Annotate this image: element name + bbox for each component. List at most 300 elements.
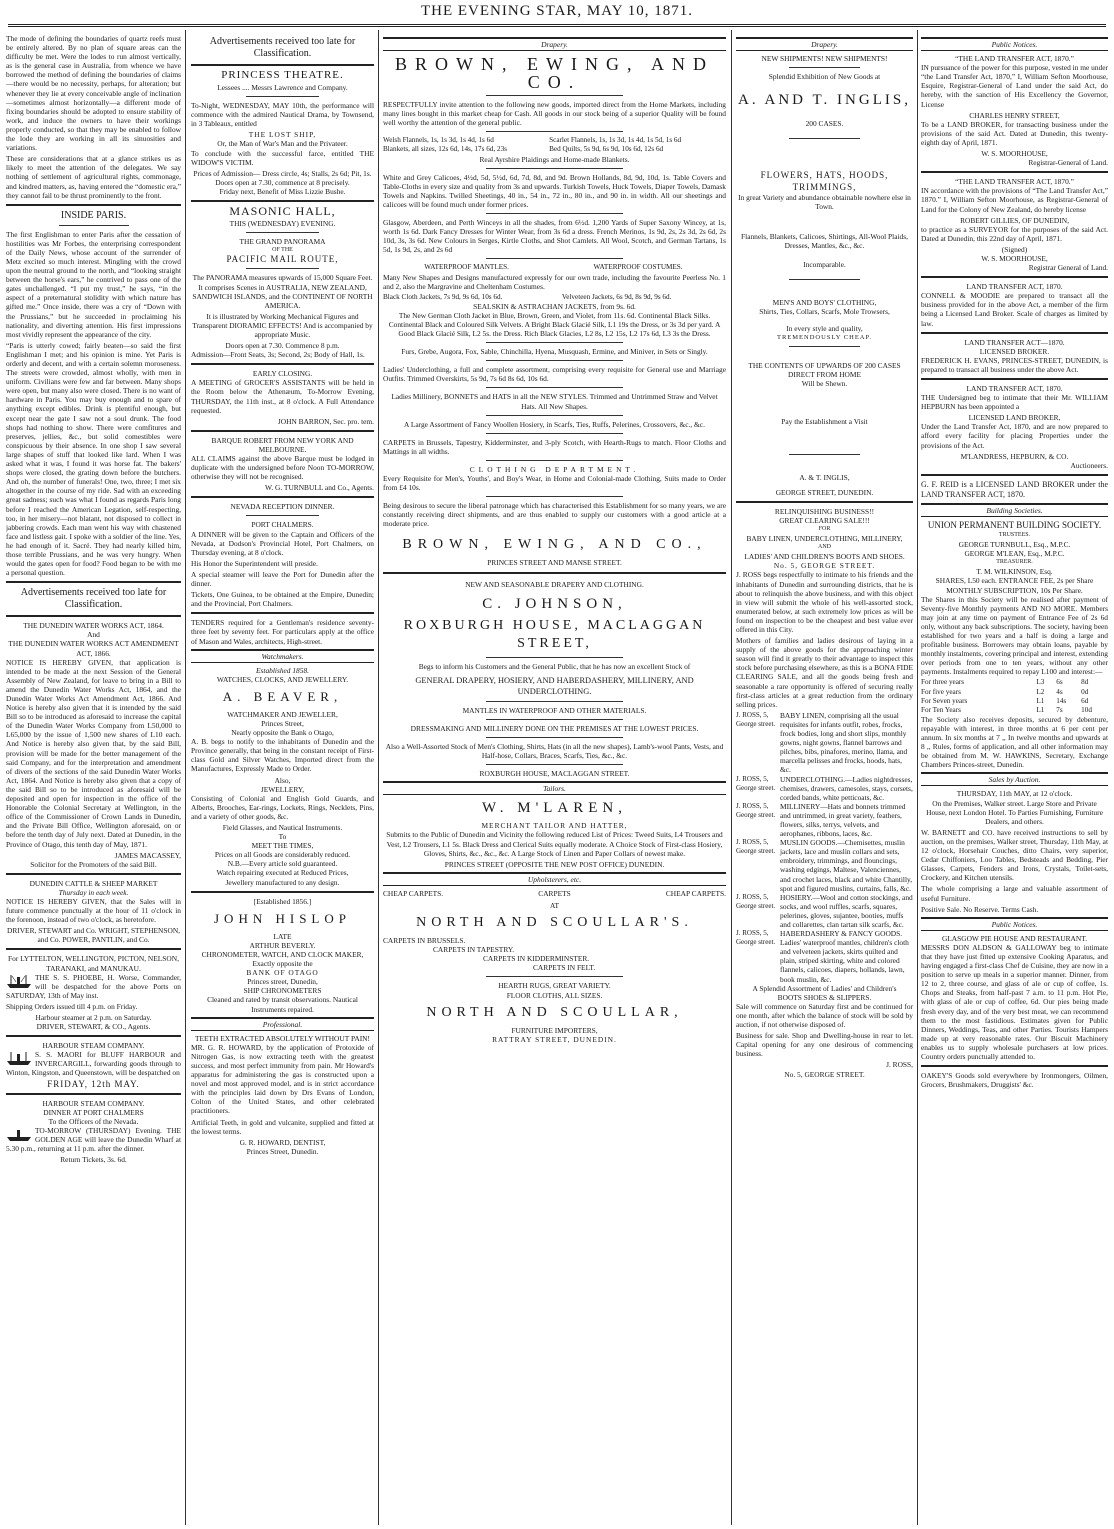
table-row xyxy=(921,678,1108,687)
divider xyxy=(921,276,1108,278)
ad-body: Admission—Front Seats, 3s; Second, 2s; Body of Hall, 1s. xyxy=(191,350,365,360)
ad-body: Lessees .... Messrs Lawrence and Company. xyxy=(217,83,348,92)
ad-body: NOTICE IS HEREBY GIVEN, that application is intended to be made at the next Session of the General Assembly of New Zealand, for leave to bring in a Bill to amend the Dunedin Water Works Act, 1864, and the Dunedin Water Works Act Amendment Act, 1866. And Notice is hereby also given that it is intended by the said Bill so to be introduced as aforesaid to increase the capital of the Dunedin Water Works Company from L50,000 to L65,000 by the issue of 1,500 new shares of L10 each. And Notice is hereby also given that, by the said Bill, provision will be made for the better management of the said Company, and for the interpretation and amendment of divers of the sections of the said Dunedin Water Works Act, 1864. And Notice is hereby also given that a copy of the said Bill so to be introduced as aforesaid will be deposited and open for inspection in the office of the Honorable the Colonial Secretary at Wellington, in the office of the Commissioner of Crown Lands in Dunedin, and the Private Bill Office, Wellington aforesaid, on or before the tenth day of July next. Dated at Dunedin, in the Province of Otago, this tenth day of May, 1871. xyxy=(6,657,181,849)
ad-subheading: [Established 1856.] xyxy=(253,896,312,906)
steamship-icon xyxy=(6,1050,32,1066)
ad-heading: NORTH AND SCOULLAR, xyxy=(426,1004,683,1020)
ad-body: IN accordance with the provisions of “The Land Transfer Act,” 1870.” I, William Sefton Moorhouse, as Registrar-General of Land for the Colony of New Zealand, do hereby license xyxy=(921,186,1108,214)
ad-body: TREMENDOUSLY CHEAP. xyxy=(776,334,873,342)
ad-body: Every Requisite for Men's, Youths', and Boy's Wear, in Home and Colonial-made Clothing, Suits made to Order from £4 10s. xyxy=(383,474,726,493)
ad-body: Begs to inform his Customers and the General Public, that he has now an excellent Stock of xyxy=(418,661,691,671)
ad-signature: DRIVER, STEWART and Co. WRIGHT, STEPHENSON, and Co. POWER, PANTLIN, and Co. xyxy=(6,926,181,945)
ad-heading: OF THE xyxy=(272,247,293,254)
column-1 xyxy=(6,34,181,1524)
section-header: Public Notices. xyxy=(921,37,1108,51)
ad-heading: SEALSKIN & ASTRACHAN JACKETS, from 9s. 6d. xyxy=(473,301,636,311)
ad-body: OAKEY'S Goods sold everywhere by Ironmongers, Oilmen, Grocers, Brushmakers, Druggists' &c. xyxy=(921,1071,1108,1090)
ad-side-label: J. ROSS, 5, George street. xyxy=(736,929,776,947)
ad-body: Positive Sale. No Reserve. Terms Cash. xyxy=(921,904,1039,914)
divider xyxy=(921,1065,1108,1067)
ad-body: CONNELL & MOODIE are prepared to transact all the business provided for in the above Act, a member of the firm being a Licensed Land Broker. Scale of charges as limited by law. xyxy=(921,291,1108,328)
ad-body: Shirts, Ties, Collars, Scarfs, Mole Trowsers, xyxy=(759,306,890,316)
ad-body: RESPECTFULLY invite attention to the following new goods, imported direct from the Home Markets, including many lines bought in this market cheap for Cash. All goods in our stock being of a superior Quality will be found well worthy the attention of the general public. xyxy=(383,100,726,128)
ad-heading: For LYTTELTON, WELLINGTON, PICTON, NELSON, TARANAKI, and MANUKAU. xyxy=(8,954,179,973)
divider xyxy=(921,332,1108,334)
ad-body: (Signed) xyxy=(1001,244,1028,254)
ad-signature: J. ROSS, xyxy=(886,1060,913,1070)
divider xyxy=(486,976,623,977)
list-item xyxy=(736,893,913,929)
ad-heading: BANK OF OTAGO xyxy=(246,968,319,978)
ad-subheading: WATCHMAKER AND JEWELLER, xyxy=(227,709,338,719)
ad-body: The whole comprising a large and valuable assortment of useful Furniture. xyxy=(921,884,1108,903)
ad-heading: PORT CHALMERS. xyxy=(251,520,314,530)
ad-body: HOSIERY.—Wool and cotton stockings, and socks, and wool ruffles, scarfs, squares, pelerines, gloves, sujantee, booties, muffs and collarettes, clan tartan silk scarfs, &c. xyxy=(780,892,913,929)
ad-body: NOTICE IS HEREBY GIVEN, that the Sales will in future commence punctually at the hour of 11 o'clock in the forenoon, instead of two o'clock, as heretofore. xyxy=(6,896,181,925)
ad-address: GEORGE STREET, DUNEDIN. xyxy=(775,487,874,497)
divider xyxy=(486,213,623,214)
divider xyxy=(246,268,319,269)
divider xyxy=(486,258,623,259)
ad-body: Shipping Orders issued till 4 p.m. on Friday. xyxy=(6,1001,138,1011)
price-list xyxy=(383,263,726,272)
ad-body: HABERDASHERY & FANCY GOODS. Ladies' waterproof mantles, children's cloth and velveteen jackets, skirts quilted and plain, striped skirting, white and colored flannels, calicoes, diapers, hollands, lawn, book muslin, &c. xyxy=(780,929,909,984)
ad-heading: “THE LAND TRANSFER ACT, 1870.” xyxy=(955,54,1074,64)
divider xyxy=(486,764,623,765)
ad-signature: JOHN BARRON, Sec. pro. tem. xyxy=(277,416,374,426)
table-cell: For three years xyxy=(921,678,965,687)
ad-heading: EARLY CLOSING. xyxy=(252,369,313,379)
ad-body: MUSLIN GOODS.—Chemisettes, muslin jackets, lace and muslin collars and sets, embroidery, trimmings, and flouncings, washing edgings, Maltese, Valenciennes, and crochet laces, black and white Chantilly, spot and figured muslins, curtains, falls, &c. xyxy=(780,838,913,893)
section-header: Professional. xyxy=(191,1017,374,1031)
ad-side-label: J. ROSS, 5, George street. xyxy=(736,801,776,819)
ad-body: THE S. S. PHOEBE, H. Worse, Commander, will be despatched for the above Ports on SATURDAY, 13th of May inst. xyxy=(6,972,181,1000)
divider xyxy=(486,737,623,738)
divider xyxy=(246,96,319,97)
ad-body: S. S. MAORI for BLUFF HARBOUR and INVERCARGILL, forwarding goods through to Winton, Kingston, and Queenstown, will be despatched on xyxy=(6,1050,181,1078)
ad-body: To xyxy=(278,832,287,842)
section-header: Upholsterers, etc. xyxy=(383,872,726,886)
ad-signature: G. R. HOWARD, DENTIST, xyxy=(239,1137,326,1147)
ad-body: Flannels, Blankets, Calicoes, Shirtings, All-Wool Plaids, Dresses, Mantles, &c., &c. xyxy=(741,231,908,250)
ad-body: A MEETING of GROCER'S ASSISTANTS will be held in the Room below the Athenæum, To-Morrow Evening, THURSDAY, the 11th inst., at 8 o'clock. A Full Attendance requested. xyxy=(191,378,374,415)
ad-body: Under the Land Transfer Act, 1870, and are now prepared to afford every facility for placing Properties under the provisions of the Act. xyxy=(921,422,1108,450)
divider xyxy=(486,701,623,702)
divider xyxy=(486,415,623,416)
table-row xyxy=(921,697,1108,706)
ad-heading: 200 CASES. xyxy=(805,119,844,129)
ad-body: TENDERS required for a Gentleman's residence seventy-three feet by seventy feet. For particulars apply at the office of Mason and Wales, architects, High-street. xyxy=(191,618,374,646)
table-cell: 10d xyxy=(1081,705,1092,714)
table-cell: 6s xyxy=(1056,678,1063,687)
ad-heading: BARQUE ROBERT FROM NEW YORK AND MELBOURNE. xyxy=(211,435,354,454)
table-cell: 14s xyxy=(1056,696,1067,705)
ad-body: UNDERCLOTHING.—Ladies nightdresses, chemises, drawers, camesoles, stays, corsets, corded bands, white petticoats, &c. xyxy=(780,774,913,802)
ad-body: LATE xyxy=(273,931,292,941)
ad-body: N.B.—Every article sold guaranteed. xyxy=(227,859,338,869)
ad-body: Being desirous to secure the liberal patronage which has characterised this Establishment for so many years, we are constantly receiving direct shipments, and are thus enabled to supply our customers with a good article at a moderate price. xyxy=(383,501,726,529)
column-divider xyxy=(185,30,186,1525)
ad-body: White and Grey Calicoes, 4½d, 5d, 5½d, 6d, 7d, 8d, and 9d. Brown Hollands, 8d, 9d, 10d, 1s. Table Covers and Table-Cloths in every size and quality from 3s and upwards. Turkish Towels, Huck Towels, Diaper Towels, Damask Towels and Napkins. Twilled Sheetings, 40 in., 54 in., 72 in., 80 in., and 90 in. in width. All our sheetings and calicoes will be found much under former prices. xyxy=(383,172,726,209)
table-row xyxy=(921,706,1108,715)
ad-body: Submits to the Public of Dunedin and Vicinity the following reduced List of Prices: Tweed Suits, L4 Trousers and Vest, L2 Trousers, L1 5s. Black Dress and Clerical Suits equally moderate. A Choice Stock of First-class Hosiery, Gloves, Shirts, &c., &c., &c. A Large Stock of Linen and Paper Collars of newest make. xyxy=(386,830,723,858)
ad-body: A DINNER will be given to the Captain and Officers of the Nevada, at Dodson's Provincial Hotel, Port Chalmers, on Thursday evening, at 8 o'clock. xyxy=(191,529,374,557)
divider xyxy=(736,501,913,503)
ad-body: THE Undersigned beg to intimate that their Mr. WILLIAM HEPBURN has been appointed a xyxy=(921,393,1108,412)
divider xyxy=(6,1093,181,1095)
ad-heading: SHIP CHRONOMETERS xyxy=(243,986,322,996)
ad-body: MONTHLY SUBSCRIPTION, 10s Per Share. xyxy=(946,585,1083,595)
ad-body: SHARES, L50 each. ENTRANCE FEE, 2s per Share xyxy=(935,576,1094,586)
divider xyxy=(486,131,623,132)
divider xyxy=(191,64,374,66)
ad-heading: LICENSED LAND BROKER, xyxy=(968,413,1061,423)
ad-body: FLOOR CLOTHS, ALL SIZES. xyxy=(506,990,603,1000)
price-item: Bed Quilts, 5s 9d, 6s 9d, 10s 6d, 12s 6d xyxy=(549,145,664,154)
ad-subheading: FURNITURE IMPORTERS, xyxy=(511,1025,598,1035)
divider xyxy=(921,171,1108,173)
ad-body: His Honor the Superintendent will preside. xyxy=(191,558,318,568)
ad-body: A Splendid Assortment of Ladies' and Children's xyxy=(752,983,897,993)
ad-body: Artificial Teeth, in gold and vulcanite, supplied and fitted at the lowest terms. xyxy=(191,1117,374,1136)
divider xyxy=(6,581,181,583)
ad-address: ROXBURGH HOUSE, MACLAGGAN STREET. xyxy=(479,769,630,779)
ad-signature: Princes Street, Dunedin. xyxy=(246,1146,319,1156)
divider xyxy=(246,515,319,516)
ad-body: Sale will commence on Saturday first and be continued for one month, after which the balance of stock will be sold by auction, if not otherwise disposed of. xyxy=(736,1001,913,1030)
list-item xyxy=(736,775,913,802)
ad-heading: NEW AND SEASONABLE DRAPERY AND CLOTHING. xyxy=(465,579,644,589)
ad-heading: FLOWERS, HATS, HOODS, TRIMMINGS, xyxy=(760,170,889,193)
divider xyxy=(191,363,374,365)
ad-body: Princes street, Dunedin, xyxy=(247,977,318,987)
ad-heading: JOHN HISLOP xyxy=(214,910,351,926)
ad-heading: A. AND T. INGLIS, xyxy=(738,92,911,109)
column-divider xyxy=(917,30,918,1525)
divider xyxy=(191,430,374,432)
divider xyxy=(383,572,726,574)
table-cell: For Seven years xyxy=(921,696,968,705)
ad-heading: NEVADA RECEPTION DINNER. xyxy=(230,502,335,512)
table-cell: 8d xyxy=(1081,678,1089,687)
ad-body: Prices of Admission— Dress circle, 4s; Stalls, 2s 6d; Pit, 1s. xyxy=(193,168,372,178)
divider xyxy=(486,360,623,361)
table-cell: For five years xyxy=(921,687,961,696)
table-cell: For Ten Years xyxy=(921,705,961,714)
ad-address: PRINCES STREET (OPPOSITE THE NEW POST OFFICE) DUNEDIN. xyxy=(444,859,665,869)
divider xyxy=(6,873,181,875)
ad-body: G. F. REID is a LICENSED LAND BROKER under the LAND TRANSFER ACT, 1870. xyxy=(921,479,1108,499)
column-5 xyxy=(921,34,1108,1524)
article-paragraph: The first Englishman to enter Paris after the cessation of hostilities was Mr Forbes, the enterprising correspondent of the Daily News, whose account of the surrender of Metz excited so much interest. Mingling with the crowd upon the neutral ground to the north, and “looking straight between the horse's ears,” he contrived to pass one of the gates unchallenged. “I put my trust,” he says, “in the aspect of a preternatural stolidity with which nature has gifted me.” Once inside, there was a cry of “Down with the Prussians,” but he succeeded in proclaiming his nationality, and diverting attention. His first impressions most vividly represent the appearance of the city. xyxy=(6,229,181,339)
ad-heading: AND xyxy=(818,544,831,551)
ad-body: Tickets, One Guinea, to be obtained at the Empire, Dunedin; and the Provincial, Port Chalmers. xyxy=(191,590,374,609)
ad-body: The PANORAMA measures upwards of 15,000 Square Feet. It comprises Scenes in AUSTRALIA, NEW ZEALAND, SANDWICH ISLANDS, and the CONTINENT OF NORTH AMERICA. xyxy=(192,273,373,310)
ad-heading: HARBOUR STEAM COMPANY. xyxy=(42,1098,145,1108)
ad-body: Princes Street, xyxy=(261,718,304,728)
ad-body: Furs, Grebe, Augora, Fox, Sable, Chinchilla, Hyena, Musquash, Ermine, and Miniver, in Sets or Singly. xyxy=(401,347,708,357)
divider xyxy=(486,95,623,96)
ad-heading: HARBOUR STEAM COMPANY. xyxy=(42,1041,145,1051)
ad-heading: ROXBURGH HOUSE, MACLAGGAN STREET, xyxy=(403,617,706,651)
ad-body: The New German Cloth Jacket in Blue, Brown, Green, and Violet, from 11s. 6d. Continental Black Silks. Continental Black and Coloured Silk Velvets. A Bright Black Glacié Silk, L1 19s the Dress, or 3s 3d per yard. A Good Black Glacié Silk, L2 5s. the Dress. Rich Black Glacies, L2 8s, L2 15s, L2 17s 6d, L3 3s the Dress. xyxy=(388,310,721,339)
ad-heading: “THE LAND TRANSFER ACT, 1870.” xyxy=(955,177,1074,187)
divider xyxy=(486,168,623,169)
ad-body: CARPETS in Brussels, Tapestry, Kidderminster, and 3-ply Scotch, with Hearth-Rugs to match. Floor Cloths and Mattings in all widths. xyxy=(383,437,726,456)
ad-body: BABY LINEN, comprising all the usual requisites for infants outfit, robes, frocks, frock bodies, long and short slips, monthly gowns, night gowns, flannel barrows and pilches, bibs, pinafores, merino, llama, and marcella pelisses and frocks, hoods, hats, &c. xyxy=(780,710,908,775)
ad-subheading: LICENSED BROKER. xyxy=(979,346,1050,356)
ad-signature: Registrar-General of Land. xyxy=(1028,158,1108,168)
ad-signature: Auctioneers. xyxy=(1070,460,1108,470)
ad-body: J. ROSS begs respectfully to intimate to his friends and the inhabitants of Dunedin and surrounding districts, that he is about to relinquish the above business, and with this object in view will submit the whole of his well-assorted stock, enumerated below, at such extremely low prices as will be found on inspection to be the cheapest and best value ever offered in this City. xyxy=(736,570,913,634)
ad-heading: ROBERT GILLIES, OF DUNEDIN, xyxy=(960,215,1069,225)
list-item xyxy=(736,711,913,775)
ad-heading: A. BEAVER, xyxy=(222,688,343,704)
ad-body: To-Night, WEDNESDAY, MAY 10th, the performance will commence with the admired Nautical Drama, by Townsend, in 3 Tableaux, entitled xyxy=(191,101,374,129)
ad-heading: LAND TRANSFER ACT—1870. xyxy=(964,337,1065,347)
ad-heading: THE DUNEDIN WATER WORKS ACT, 1864. xyxy=(23,621,164,631)
ad-heading: WATERPROOF COSTUMES. xyxy=(593,263,683,272)
ad-body: Jewellery manufactured to any design. xyxy=(225,877,340,887)
ad-body: Cleaned and rated by transit observations. Nautical Instruments repaired. xyxy=(207,995,358,1014)
ad-subheading: TRUSTEES. xyxy=(998,531,1031,538)
ad-heading: TEETH EXTRACTED ABSOLUTELY WITHOUT PAIN! xyxy=(195,1033,370,1043)
ad-subheading: Thursday in each week. xyxy=(58,887,129,897)
ad-heading: PRINCESS THEATRE. xyxy=(221,69,344,81)
ad-heading: UNION PERMANENT BUILDING SOCIETY. xyxy=(927,519,1102,530)
section-header: Drapery. xyxy=(383,37,726,51)
ad-signature: M'LANDRESS, HEPBURN, & CO. xyxy=(960,451,1069,461)
steamship-icon xyxy=(6,1126,32,1142)
ad-body: Ladies' Underclothing, a full and complete assortment, comprising every requisite for General use and Marriage Outfits. Trimmed Overskirts, 5s 9d, 7s 6d 8s 6d, 10s 6d. xyxy=(383,365,726,384)
ad-date: FRIDAY, 12th MAY. xyxy=(47,1078,140,1089)
article-title: INSIDE PARIS. xyxy=(60,209,127,221)
ad-signature: DRIVER, STEWART, & CO., Agents. xyxy=(36,1022,151,1032)
ad-body: W. BARNETT and CO. have received instructions to sell by auction, on the premises, Walker street, Thursday, 11th May, at 12 o'clock, Horsehair Couches, ditto Chairs, very superior, Cedar Chiffoniers, Loo Tables, Bedsteads and Bedding, Pier Glasses, Carpets, Fenders and Irons, Crystals, Toilet-sets, Crockery, and Kitchen utensils. xyxy=(921,827,1108,883)
ad-body: Splendid Exhibition of New Goods at xyxy=(768,72,881,82)
ad-body: Mothers of families and ladies desirous of laying in a supply of the above goods for the approaching winter season will find it greatly to their advantage to inspect this stock before purchasing elsewhere, as this is a BONA FIDE CLEARING SALE, and all the goods being fresh and seasonable a rare opportunity is offered of securing really first-class articles at a great reduction from the ordinary selling prices. xyxy=(736,636,913,709)
ad-heading: DINNER AT PORT CHALMERS xyxy=(43,1107,144,1117)
ad-body: Doors open at 7.30. Commence 8 p.m. xyxy=(225,341,340,351)
ad-heading: MANTLES IN WATERPROOF AND OTHER MATERIALS. xyxy=(462,705,647,715)
section-header: Sales by Auction. xyxy=(921,772,1108,786)
table-cell: L1 xyxy=(1036,696,1045,705)
ad-body: FREDERICK H. EVANS, PRINCES-STREET, DUNEDIN, is prepared to transact all business under the above Act. xyxy=(921,355,1108,374)
divider xyxy=(921,474,1108,476)
divider xyxy=(6,948,181,950)
ad-heading: LADIES' AND CHILDREN'S BOOTS AND SHOES. xyxy=(744,552,905,562)
ad-body: It is illustrated by Working Mechanical Figures and Transparent DIORAMIC EFFECTS! And is accompanied by appropriate Music. xyxy=(192,311,373,339)
ad-body: The Society also receives deposits, secured by debenture, repayable with interest, in three months at 6 per cent per annum. In six months at 7 ,, In twelve months and upwards at 8 ,, Rules, forms of application, and all other information may be obtained from M. W. HAWKINS, Secretary, Exchange Chambers Princes-street, Dunedin. xyxy=(921,714,1108,770)
divider xyxy=(191,891,374,893)
section-header: Public Notices. xyxy=(921,917,1108,931)
ad-heading: FOR xyxy=(818,525,831,532)
ad-side-label: J. ROSS, 5, George street. xyxy=(736,838,776,856)
article-paragraph: These are considerations that at a glance strikes us as likely to meet the attention of the delegates. We say nothing of settlement of agricultural rights, commonage, and kindred matters, as, having entered the “domestic era,” they cannot fail to be thrust prominently to the front. xyxy=(6,154,181,200)
ad-subheading: On the Premises, Walker street. Large Store and Private House, next London Hotel. To Parties Furnishing, Furniture Dealers, and others. xyxy=(926,798,1103,826)
table-row xyxy=(921,688,1108,697)
ad-subheading: THIS (WEDNESDAY) EVENING. xyxy=(229,219,336,229)
list-item xyxy=(736,802,913,838)
ad-heading: CHARLES HENRY STREET, xyxy=(969,110,1060,120)
price-item: Velveteen Jackets, 6s 9d, 8s 9d, 9s 6d. xyxy=(561,292,672,301)
table-cell: L1 xyxy=(1036,705,1045,714)
divider xyxy=(486,719,623,720)
ad-body: Incomparable. xyxy=(803,259,846,269)
price-item: Scarlet Flannels, 1s, 1s 3d, 1s 4d, 1s 5d, 1s 6d xyxy=(549,136,682,145)
price-item: Welsh Flannels, 1s, 1s 3d, 1s 4d, 1s 6d xyxy=(383,136,494,145)
ad-heading: JEWELLERY, xyxy=(260,784,305,794)
section-header: Tailors. xyxy=(383,781,726,795)
ad-heading: MASONIC HALL, xyxy=(229,204,336,219)
column-3 xyxy=(383,34,726,1524)
ad-address: PRINCES STREET AND MANSE STREET. xyxy=(487,558,622,568)
ad-side-label: J. ROSS, 5, George street. xyxy=(736,710,776,728)
ad-heading: DUNEDIN CATTLE & SHEEP MARKET xyxy=(29,878,158,888)
ad-body: The Shares in this Society will be realised after payment of Seventy-five Monthly payments AND NO MORE. Members may join at any time on payment of Entrance Fee of 2s 6d only, without any back subscriptions. The society, having been established for two years and a half is doing a large and profitable business. Borrowers may obtain loans, payable by monthly instalments, covering principal and interest, extending over periods from one to ten years, without any other payments. Instalments required to repay L100 and interest:— xyxy=(921,594,1108,677)
ad-subheading: To the Officers of the Nevada. xyxy=(48,1116,139,1126)
ad-body: Or, the Man of War's Man and the Privateer. xyxy=(217,139,348,149)
ad-body: Return Tickets, 3s. 6d. xyxy=(60,1155,127,1165)
ad-heading: CARPETS IN BRUSSELS. xyxy=(383,936,466,946)
ad-body: Business for sale. Shop and Dwelling-house in rear to let. Capital opening for any one desirous of commencing business. xyxy=(736,1031,913,1059)
ad-subheading: MERCHANT TAILOR AND HATTER, xyxy=(481,821,628,831)
divider xyxy=(789,67,860,68)
ad-signature: Registrar General of Land. xyxy=(1028,263,1108,273)
ad-address: No. 5, GEORGE STREET. xyxy=(773,561,876,571)
ad-heading: BOOTS SHOES & SLIPPERS. xyxy=(777,992,872,1002)
ad-body: Consisting of Colonial and English Gold Guards, and Alberts, Brooches, Ear-rings, Lockets, Rings, Necklets, Pins, and a variety of other goods, &c. xyxy=(191,793,374,821)
ad-heading: THE GRAND PANORAMA xyxy=(239,237,326,247)
divider xyxy=(59,225,129,226)
divider xyxy=(486,342,623,343)
section-header: Drapery. xyxy=(736,37,913,51)
section-header: Watchmakers. xyxy=(191,649,374,663)
ad-signature: Solicitor for the Promoters of the said Bill. xyxy=(30,859,157,869)
ad-body: to practice as a SURVEYOR for the purposes of the said Act. Dated at Dunedin, this 22nd day of April, 1871. xyxy=(921,224,1108,243)
divider xyxy=(486,496,623,497)
ad-heading: NORTH AND SCOULLAR'S. xyxy=(416,915,693,931)
ad-heading: MEN'S AND BOYS' CLOTHING, xyxy=(772,297,877,307)
ad-body: Ladies Millinery, BONNETS and HATS in all the NEW STYLES. Trimmed and Untrimmed Straw and Velvet Hats. All New Shapes. xyxy=(391,392,718,411)
ad-heading: CARPETS xyxy=(538,888,571,898)
ad-heading: LAND TRANSFER ACT, 1870. xyxy=(966,384,1063,393)
ad-body: Will be Shewn. xyxy=(801,379,848,389)
ad-body: Harbour steamer at 2 p.m. on Saturday. xyxy=(35,1013,152,1022)
ad-body: HEARTH RUGS, GREAT VARIETY. xyxy=(498,981,611,991)
ad-signature: W. G. TURNBULL and Co., Agents. xyxy=(265,483,374,493)
ad-heading: CARPETS IN TAPESTRY. xyxy=(433,945,515,955)
divider xyxy=(921,378,1108,380)
divider xyxy=(486,657,623,658)
ad-body: To be a LAND BROKER, for transacting business under the provisions of the said Act. Dated at Dunedin, this twenty-eighth day of April, 1871. xyxy=(921,119,1108,147)
ad-heading: GENERAL DRAPERY, HOSIERY, AND HABERDASHERY, MILLINERY, AND UNDERCLOTHING. xyxy=(415,675,694,696)
column-4 xyxy=(736,34,913,1524)
table-cell: L2 xyxy=(1036,687,1045,696)
divider xyxy=(191,612,374,614)
ad-body: Prices on all Goods are considerably reduced. xyxy=(214,850,351,860)
ad-body: GEORGE TURNBULL, Esq., M.P.C. xyxy=(958,540,1071,550)
ad-body: Doors open at 7.30, commence at 8 precisely. xyxy=(215,177,350,187)
ad-body: AT xyxy=(549,900,560,910)
ad-subheading: Established 1858. xyxy=(256,665,309,675)
ad-heading: BABY LINEN, UNDERCLOTHING, MILLINERY, xyxy=(746,534,903,544)
ad-body: GEORGE M'LEAN, Esq., M.P.C. xyxy=(964,549,1065,559)
section-header: Building Societies. xyxy=(921,503,1108,517)
section-title: Advertisements received too late for Classification. xyxy=(209,36,356,59)
ad-body: A special steamer will leave the Port for Dunedin after the dinner. xyxy=(191,569,374,589)
ad-heading: MEET THE TIMES, xyxy=(251,841,314,851)
ad-heading: DRESSMAKING AND MILLINERY DONE ON THE PREMISES AT THE LOWEST PRICES. xyxy=(410,723,699,733)
ad-address: RATTRAY STREET, DUNEDIN. xyxy=(492,1034,617,1044)
table-cell: 4s xyxy=(1056,687,1063,696)
table-cell: L3 xyxy=(1036,678,1045,687)
ad-body: Friday next, Benefit of Miss Lizzie Bushe. xyxy=(219,186,346,196)
list-item xyxy=(736,929,913,984)
ad-heading: WATCHES, CLOCKS, AND JEWELLERY. xyxy=(216,674,349,684)
ad-heading: BROWN, EWING, AND CO., xyxy=(402,537,707,553)
divider xyxy=(789,279,860,280)
ad-signature: W. S. MOORHOUSE, xyxy=(981,149,1048,159)
ad-body: A Large Assortment of Fancy Woollen Hosiery, in Scarfs, Ties, Ruffs, Pelerines, Crossovers, &c., &c. xyxy=(404,419,705,429)
ad-heading: NEW SHIPMENTS! NEW SHIPMENTS! xyxy=(761,54,888,64)
ad-body: Exactly opposite the xyxy=(252,959,313,969)
divider xyxy=(6,615,181,617)
price-item: Black Cloth Jackets, 7s 9d, 9s 6d, 10s 6d. xyxy=(383,292,503,301)
article-paragraph: “Paris is utterly cowed; fairly beaten—so said the first Englishman I met; and his opinion is mine. Yet Paris is orderly and decent, and with a certain solemn moroseness. The streets were crowded, almost wholly, with men in uniform. Civilians were few and far between. Many shops were open, but many also were closed. There is no want of hardware in Paris. You may buy enough and to spare of anything except edibles. Drink is plentiful enough, but except near the gate I saw not a soul drunk. The food shops had nothing to show. There were comfitures and preserves, jellies, &c., but solid comestibles were conspicuous by their absence. In one shop I saw several large shapes of stuff that looked like lard. When I was asked what it was, I found it was horse fat. The bakers' shops were closed, the grating down before the butchers. And oh, the number of funerals! One, two, three; I met six altogether in the course of my ride. Sad with an exceeding great sadness; such was what I found as regards Paris long before I reached the American Legation, self-respecting, too, in her misery—not blatant, not disposed to collect in jabbering crowds. Each man went his way with chastened face and listless gait. I spoke with a soldier of the line. Yes, he had enough of it. Sacré. They had nearly killed him, those terrible Prussians, and he was very hungry. When would the gates open for food? Food began to be with me a personal question. xyxy=(6,340,181,578)
price-item: Real Ayrshire Plaidings and Home-made Blankets. xyxy=(479,154,630,164)
ad-heading: ARTHUR BEVERLY. xyxy=(249,940,316,950)
ad-body: Also a Well-Assorted Stock of Men's Clothing, Shirts, Hats (in all the new shapes), Lamb's-wool Pants, Vests, and Half-hose, Collars, Braces, Scarfs, Ties, &c., &c. xyxy=(385,741,724,761)
ad-heading: LAND TRANSFER ACT, 1870. xyxy=(966,282,1063,292)
ad-heading: GLASGOW PIE HOUSE AND RESTAURANT. xyxy=(941,933,1088,943)
article-paragraph: The mode of defining the boundaries of quartz reefs must be entirely altered. By no plan of square areas can the difficulty be met. Were the lodes to run almost vertically, as is the general case in Australia, from whence we have borrowed the method of defining the boundaries of claims—there would be no necessity, perhaps, for alteration; but whenever they lie at every conceivable angle of inclination—sometimes almost horizontally—a different mode of fixing boundaries should be adopted to ensure stability of work, and induce the owners to have their workings properly conducted, so that they may be enabled to follow the lode they are working in all its sinuosities and variations. xyxy=(6,34,181,153)
ad-body: MILLINERY—Hats and bonnets trimmed and untrimmed, in great variety, feathers, flowers, silks, terrys, velvets, and aerophanes, ribbons, laces, &c. xyxy=(780,801,906,839)
divider xyxy=(191,496,374,498)
ad-body: In every style and quality, xyxy=(786,324,863,334)
divider xyxy=(789,138,860,139)
masthead-title: THE EVENING STAR, MAY 10, 1871. xyxy=(420,3,694,19)
column-divider xyxy=(378,30,379,1525)
ad-heading: C. JOHNSON, xyxy=(482,595,627,612)
ad-body: ALL CLAIMS against the above Barque must be lodged in duplicate with the undersigned before Noon TO-MORROW, otherwise they will not be recognised. xyxy=(191,454,374,482)
ad-heading: CHEAP CARPETS. xyxy=(383,888,444,898)
ad-heading: PACIFIC MAIL ROUTE, xyxy=(226,254,339,265)
ad-subheading: CHRONOMETER, WATCH, AND CLOCK MAKER, xyxy=(201,949,364,959)
ad-body: In great Variety and abundance obtainable nowhere else in Town. xyxy=(738,193,911,212)
divider xyxy=(191,200,374,202)
ad-heading: CARPETS IN FELT. xyxy=(533,963,596,973)
divider xyxy=(246,232,319,233)
table-cell: 6d xyxy=(1081,696,1089,705)
ad-signature: W. S. MOORHOUSE, xyxy=(981,253,1048,263)
price-item: Blankets, all sizes, 12s 6d, 14s, 17s 6d, 23s xyxy=(383,145,507,154)
ad-body: A. B. begs to notify to the inhabitants of Dunedin and the Province generally, that being in the constant receipt of First-class Gold and Silver Watches, Imported direct from the Manufactures, Expressly Made to Order. xyxy=(191,737,374,774)
ad-heading: WATERPROOF MANTLES. xyxy=(424,263,509,272)
ad-signature: A. & T. INGLIS, xyxy=(799,472,850,482)
table-cell: 7s xyxy=(1056,705,1063,714)
price-list xyxy=(383,293,726,302)
ad-signature: JAMES MACASSEY, xyxy=(114,850,181,860)
column-2 xyxy=(191,34,374,1524)
divider xyxy=(789,346,860,347)
ad-body: Glasgow, Aberdeen, and Perth Winceys in all the shades, from 6½d. 1,200 Yards of Super Saxony Wincey, at 1s, worth 1s 6d. Dark Fancy Dresses for Winter Wear, from 3s 6d a dress. French Merinos, 1s 9d, 2s, 2s 3d, 2s 6d, 2s 10d, 3s, 3s 6d. New Colours in Serges, Kirtle Cloths, and Shot Camlets. All Wool, Scotch, and German Tartans, 1s 5d, 1s 9d, 2s, and 2s 6d xyxy=(383,218,726,255)
section-title: Advertisements received too late for Classification. xyxy=(20,587,167,611)
ad-body: MR. G. R. HOWARD, by the application of Protoxide of Nitrogen Gas, is now extracting teeth with the greatest success, and most perfect immunity from pain. Mr Howard's apparatus for administering the gas is constructed upon a novel and most approved model, and is in strict accordance with the principles laid down by Drs Evans of London, Colton of the United States, and other celebrated practitioners. xyxy=(191,1042,374,1116)
steamship-icon xyxy=(6,973,32,989)
masthead-rule xyxy=(8,24,1106,27)
ad-heading: CARPETS IN KIDDERMINSTER. xyxy=(483,954,590,964)
